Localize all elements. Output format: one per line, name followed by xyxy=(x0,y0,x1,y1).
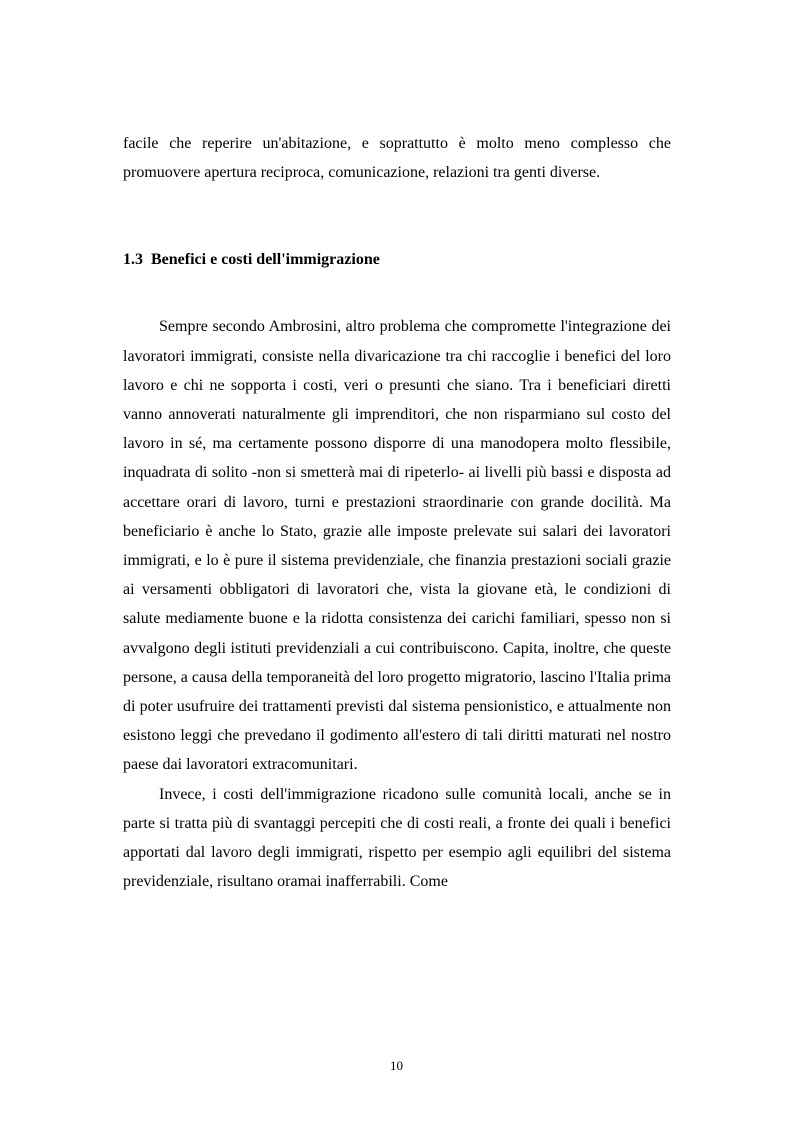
section-number: 1.3 xyxy=(123,251,143,269)
page-body xyxy=(123,129,671,896)
paragraph-continuation: facile che reperire un'abitazione, e soprattutto è molto meno complesso che promuovere apertura reciproca, comunicazione, relazioni tra genti diverse. xyxy=(123,135,671,182)
paragraph-2: Invece, i costi dell'immigrazione ricadono sulle comunità locali, anche se in parte si tratta più di svantaggi percepiti che di costi reali, a fronte dei quali i benefici apportati dal lavoro degli immigrati, rispetto per esempio agli equilibri del sistema previdenziale, risultano oramai inafferrabili. Come xyxy=(123,785,671,891)
section-title: Benefici e costi dell'immigrazione xyxy=(151,251,380,269)
paragraph-1: Sempre secondo Ambrosini, altro problema che compromette l'integrazione dei lavoratori immigrati, consiste nella divaricazione tra chi raccoglie i benefici del loro lavoro e chi ne sopporta i costi, veri o presunti che siano. Tra i beneficiari diretti vanno annoverati naturalmente gli imprenditori, che non risparmiano sul costo del lavoro in sé, ma certamente possono disporre di una manodopera molto flessibile, inquadrata di solito -non si smetterà mai di ripeterlo- ai livelli più bassi e disposta ad accettare orari di lavoro, turni e prestazioni straordinarie con grande docilità. Ma beneficiario è anche lo Stato, grazie alle imposte prelevate sui salari dei lavoratori immigrati, e lo è pure il sistema previdenziale, che finanzia prestazioni sociali grazie ai versamenti obbligatori di lavoratori che, vista la giovane età, le condizioni di salute mediamente buone e la ridotta consistenza dei carichi familiari, spesso non si avvalgono degli istituti previdenziali a cui contribuiscono. Capita, inoltre, che queste persone, a causa della temporaneità del loro progetto migratorio, lascino l'Italia prima di poter usufruire dei trattamenti previsti dal sistema pensionistico, e attualmente non esistono leggi che prevedano il godimento all'estero di tali diritti maturati nel nostro paese dai lavoratori extracomunitari. xyxy=(123,318,672,774)
section-heading xyxy=(123,245,671,274)
page-number: 10 xyxy=(390,1058,403,1073)
